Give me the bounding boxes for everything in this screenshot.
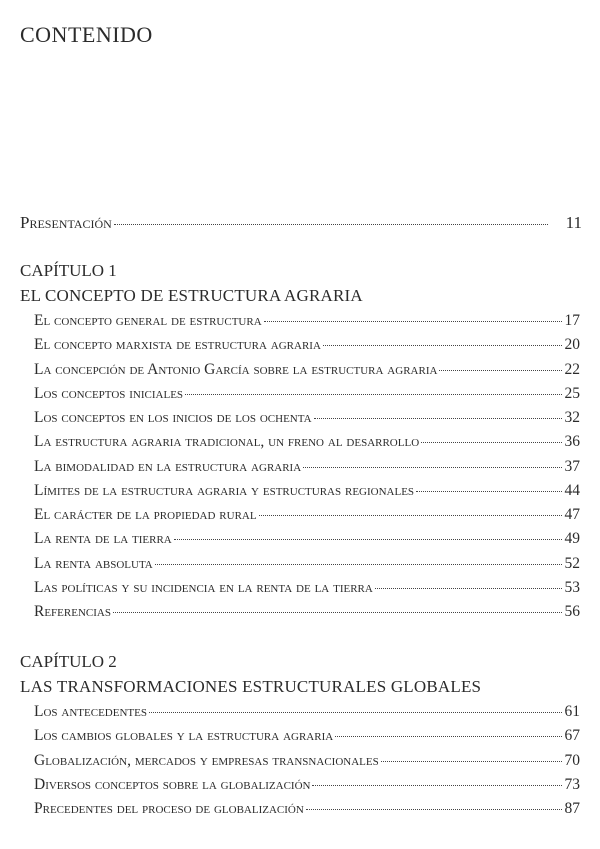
dot-leader xyxy=(421,442,561,443)
toc-entry xyxy=(34,458,580,476)
toc-entry-presentacion xyxy=(20,213,582,233)
toc-entry xyxy=(34,776,580,794)
toc-entry xyxy=(34,336,580,354)
toc-entry-title: El concepto marxista de estructura agraria xyxy=(34,336,321,354)
dot-leader xyxy=(381,761,562,762)
toc-entry-title: El carácter de la propiedad rural xyxy=(34,506,257,523)
dot-leader xyxy=(314,418,562,419)
toc-entry-page: 47 xyxy=(564,506,580,523)
dot-leader xyxy=(303,467,561,468)
dot-leader xyxy=(155,564,562,565)
toc-entry-title: Las políticas y su incidencia en la renta de la tierra xyxy=(34,578,373,596)
toc-entry-page: 53 xyxy=(564,578,580,596)
toc-entry-title: Límites de la estructura agraria y estructuras regionales xyxy=(34,481,415,499)
toc-entry-title: Los cambios globales y la estructura agraria xyxy=(34,727,334,745)
toc-entry-title: Los conceptos en los inicios de los ochenta xyxy=(34,409,312,426)
toc-entry-page: 49 xyxy=(564,530,580,548)
toc-entry-title: Diversos conceptos sobre la globalización xyxy=(34,775,311,793)
toc-entry-page: 70 xyxy=(564,751,580,769)
toc-entry-title: Globalización, mercados y empresas transnacionales xyxy=(34,751,379,769)
toc-entry-page: 25 xyxy=(564,384,580,402)
toc-entry-title: Los conceptos iniciales xyxy=(34,384,184,402)
dot-leader xyxy=(306,809,562,810)
toc-entry xyxy=(34,409,580,427)
toc-entry-page: 73 xyxy=(564,775,580,793)
toc-entry xyxy=(34,727,580,745)
toc-entry-title: La renta absoluta xyxy=(34,554,153,572)
toc-entry xyxy=(34,555,580,573)
dot-leader xyxy=(439,370,561,371)
dot-leader xyxy=(149,712,562,713)
page-title: CONTENIDO xyxy=(20,22,153,47)
toc-entry-title: El concepto general de estructura xyxy=(34,312,262,329)
chapter-1-label: CAPÍTULO 1 xyxy=(20,261,117,280)
toc-entry-page: 17 xyxy=(564,312,580,329)
toc-entry-page: 87 xyxy=(564,800,580,817)
dot-leader xyxy=(312,785,561,786)
dot-leader xyxy=(114,224,548,225)
chapter-1-title: EL CONCEPTO DE ESTRUCTURA AGRARIA xyxy=(20,286,363,305)
toc-entry xyxy=(34,603,580,621)
chapter-2-label: CAPÍTULO 2 xyxy=(20,652,117,671)
dot-leader xyxy=(323,345,562,346)
toc-entry-page: 36 xyxy=(564,433,580,451)
dot-leader xyxy=(335,736,561,737)
toc-entry-page: 37 xyxy=(564,457,580,475)
toc-entry xyxy=(34,579,580,597)
toc-entry xyxy=(34,482,580,500)
chapter-2-title: LAS TRANSFORMACIONES ESTRUCTURALES GLOBALES xyxy=(20,677,482,696)
toc-entry-title: Presentación xyxy=(20,213,112,232)
toc-entry xyxy=(34,361,580,379)
toc-entry-title: La renta de la tierra xyxy=(34,530,172,548)
toc-entry-title: La estructura agraria tradicional, un freno al desarrollo xyxy=(34,433,420,451)
toc-entry-page: 61 xyxy=(564,703,580,720)
dot-leader xyxy=(416,491,561,492)
dot-leader xyxy=(113,612,562,613)
toc-entry-page: 67 xyxy=(564,727,580,745)
toc-entry-page: 22 xyxy=(564,360,580,378)
toc-entry xyxy=(34,800,580,818)
toc-entry-page: 20 xyxy=(564,336,580,354)
toc-entry-title: Precedentes del proceso de globalización xyxy=(34,800,304,817)
toc-entry xyxy=(34,752,580,770)
toc-entry xyxy=(34,312,580,330)
toc-entry-title: La bimodalidad en la estructura agraria xyxy=(34,457,302,475)
dot-leader xyxy=(174,539,562,540)
toc-entry xyxy=(34,385,580,403)
toc-entry-page: 56 xyxy=(564,603,580,620)
toc-entry-page: 11 xyxy=(565,213,582,232)
toc-entry-title: Referencias xyxy=(34,603,111,620)
dot-leader xyxy=(264,321,562,322)
toc-entry xyxy=(34,433,580,451)
toc-entry-title: Los antecedentes xyxy=(34,703,147,720)
toc-entry xyxy=(34,703,580,721)
dot-leader xyxy=(185,394,561,395)
dot-leader xyxy=(375,588,562,589)
toc-entry-page: 32 xyxy=(564,409,580,426)
toc-entry-page: 44 xyxy=(564,481,580,499)
dot-leader xyxy=(259,515,562,516)
toc-entry xyxy=(34,530,580,548)
toc-entry-title: La concepción de Antonio García sobre la estructura agraria xyxy=(34,360,438,378)
toc-entry-page: 52 xyxy=(564,554,580,572)
toc-entry xyxy=(34,506,580,524)
